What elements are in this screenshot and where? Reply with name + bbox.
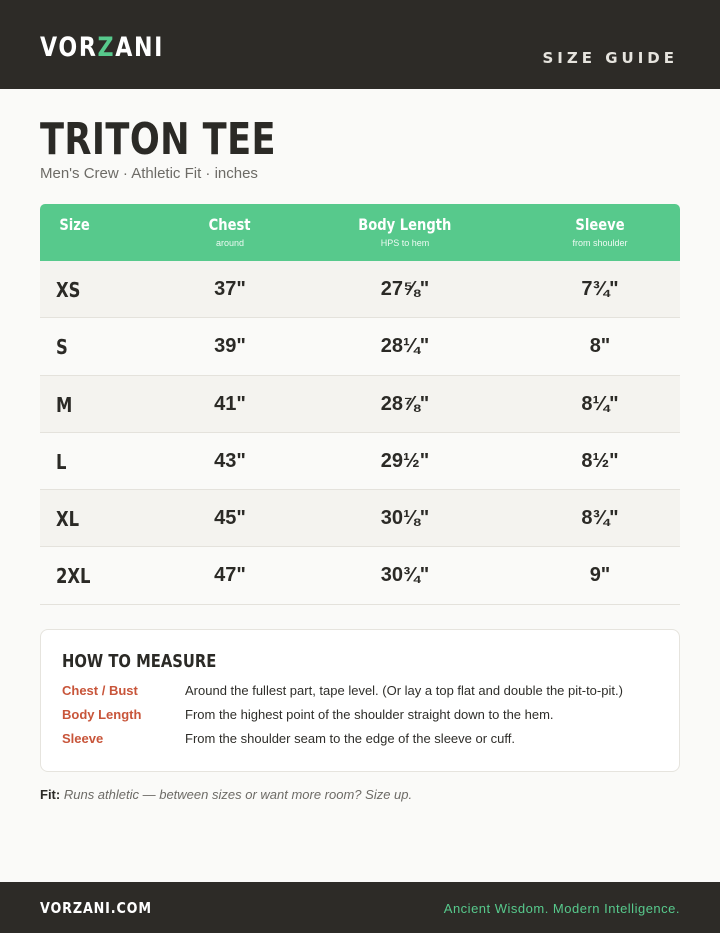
body-length-cell: 30¾" (380, 564, 430, 587)
column-header-body-length (325, 215, 485, 248)
column-label: Body Length (358, 215, 452, 234)
measure-description: Around the fullest part, tape level. (Or lay a top flat and double the pit-to-pit.) (185, 683, 623, 698)
column-sublabel: HPS to hem (380, 238, 430, 248)
column-sublabel: from shoulder (572, 238, 628, 248)
section-label: SIZE GUIDE (542, 49, 678, 67)
measure-description: From the highest point of the shoulder straight down to the hem. (185, 707, 554, 722)
chest-cell: 41" (214, 392, 246, 415)
brand-text-part: VOR (40, 32, 98, 63)
chest-cell: 39" (214, 335, 246, 358)
body-length-cell: 29½" (380, 449, 430, 472)
size-cell: S (56, 335, 68, 360)
column-label: Size (59, 215, 90, 234)
chest-cell: 43" (214, 449, 246, 472)
table-row (40, 490, 680, 547)
fit-text: Runs athletic — between sizes or want more room? Size up. (63, 787, 413, 802)
table-row (40, 433, 680, 490)
fit-label: Fit: (40, 787, 61, 802)
table-row (40, 318, 680, 375)
measure-key: Body Length (62, 707, 142, 722)
size-cell: 2XL (56, 564, 91, 589)
brand-logo[interactable] (40, 32, 164, 63)
body-length-cell: 28¼" (380, 335, 430, 358)
brand-text-part: ANI (115, 32, 165, 63)
body-length-cell: 28⅞" (380, 392, 430, 415)
table-row (40, 376, 680, 433)
sleeve-cell: 8½" (581, 449, 619, 472)
page-subtitle: Men's Crew · Athletic Fit · inches (40, 165, 258, 182)
website-link[interactable]: VORZANI.COM (40, 899, 152, 917)
header-bar (0, 0, 720, 89)
size-cell: XS (56, 278, 81, 302)
size-cell: L (56, 449, 67, 474)
table-body (40, 261, 680, 605)
column-sublabel: around (215, 238, 245, 248)
column-header-size (56, 215, 93, 235)
chest-cell: 45" (214, 507, 246, 530)
footer-tagline: Ancient Wisdom. Modern Intelligence. (443, 901, 680, 916)
footer-bar (0, 882, 720, 933)
sleeve-cell: 7¾" (581, 278, 619, 300)
body-length-cell: 30⅛" (380, 507, 430, 530)
sleeve-cell: 8" (589, 335, 611, 358)
measure-key: Chest / Bust (62, 683, 138, 698)
body-length-cell: 27⅝" (380, 278, 430, 300)
table-header (40, 204, 680, 261)
sleeve-cell: 8¼" (581, 392, 619, 415)
table-row (40, 547, 680, 604)
brand-accent-letter: Z (97, 32, 116, 63)
column-label: Chest (209, 215, 251, 234)
measure-title: HOW TO MEASURE (62, 651, 217, 672)
size-table (40, 204, 680, 605)
size-cell: M (56, 392, 73, 417)
chest-cell: 47" (214, 564, 246, 587)
sleeve-cell: 8¾" (581, 507, 619, 530)
measure-description: From the shoulder seam to the edge of the sleeve or cuff. (185, 731, 516, 746)
column-header-chest (160, 215, 300, 248)
page-title: TRITON TEE (40, 114, 276, 165)
sleeve-cell: 9" (589, 564, 611, 587)
measure-key: Sleeve (62, 731, 104, 746)
fit-note (40, 787, 412, 802)
column-label: Sleeve (575, 215, 625, 234)
chest-cell: 37" (214, 278, 246, 300)
size-cell: XL (56, 507, 80, 532)
how-to-measure-box (40, 629, 680, 772)
column-header-sleeve (530, 215, 670, 248)
table-row (40, 261, 680, 318)
